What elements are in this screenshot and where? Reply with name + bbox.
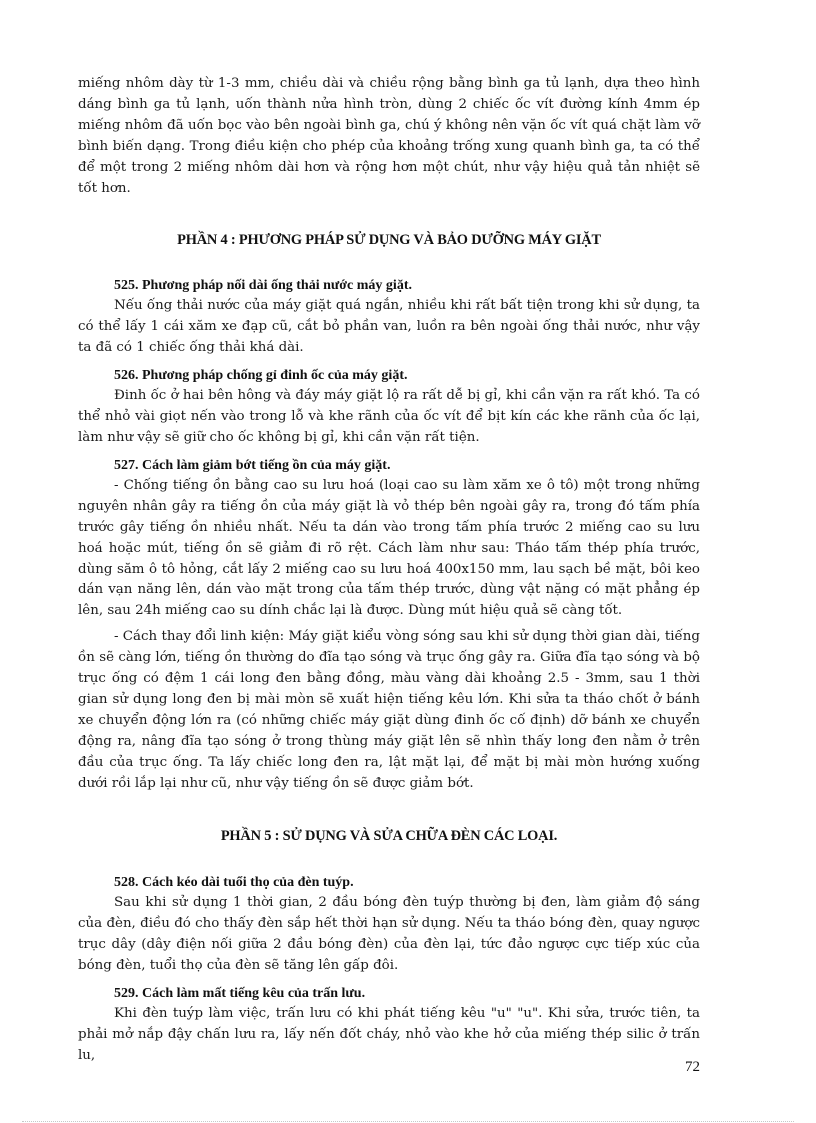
section-526-text: Đinh ốc ở hai bên hông và đáy máy giặt lộ ra rất dễ bị gỉ, khi cần vặn ra rất khó. Ta có thể nhỏ vài giọt nến vào trong lỗ và khe rãnh của ốc vít để bịt kín các khe rãnh của ốc lại, làm như vậy sẽ giữ cho ốc không bị gỉ, khi cần vặn rất tiện. [78,388,700,445]
section-529-text: Khi đèn tuýp làm việc, trấn lưu có khi phát tiếng kêu "u" "u". Khi sửa, trước tiên, ta phải mở nắp đậy chấn lưu ra, lấy nến đốt cháy, nhỏ vào khe hở của miếng thép silic ở trấn lu, [78,1006,700,1063]
section-528-heading: 528. Cách kéo dài tuổi thọ của đèn tuýp. [114,875,354,891]
section-527-heading: 527. Cách làm giảm bớt tiếng ồn của máy giặt. [114,457,391,473]
page-content [78,74,700,1067]
section-529-heading: 529. Cách làm mất tiếng kêu của trấn lưu. [114,986,366,1002]
part5-title: PHẦN 5 : SỬ DỤNG VÀ SỬA CHỮA ĐÈN CÁC LOẠI. [220,828,558,845]
section-525-heading: 525. Phương pháp nối dài ống thải nước máy giặt. [114,278,412,294]
section-527-text-2: - Cách thay đổi linh kiện: Máy giặt kiểu vòng sóng sau khi sử dụng thời gian dài, tiếng ồn sẽ càng lớn, tiếng ồn thường do đĩa tạo sóng và trục ống gây ra. Giữa đĩa tạo sóng và bộ trục ống có đệm 1 cái long đen bằng đồng, màu vàng dài khoảng 2.5 - 3mm, sau 1 thời gian sử dụng long đen bị mài mòn sẽ xuất hiện tiếng kêu lớn. Khi sửa ta tháo chốt ở bánh xe chuyển động lớn ra (có những chiếc máy giặt dùng đinh ốc cố định) dỡ bánh xe chuyển động ra, nâng đĩa tạo sóng ở trong thùng máy giặt lên sẽ nhìn thấy long đen nằm ở trên đầu của trục ống. Ta lấy chiếc long đen ra, lật mặt lại, để mặt bị mài mòn hướng xuống dưới rồi lắp lại như cũ, như vậy tiếng ồn sẽ được giảm bớt. [78,629,700,791]
page-number: 72 [685,1059,700,1075]
section-525-text: Nếu ống thải nước của máy giặt quá ngắn, nhiều khi rất bất tiện trong khi sử dụng, ta có thể lấy 1 cái xăm xe đạp cũ, cắt bỏ phần van, luồn ra bên ngoài ống thải nước, như vậy ta đã có 1 chiếc ống thải khá dài. [78,298,700,356]
part4-title: PHẦN 4 : PHƯƠNG PHÁP SỬ DỤNG VÀ BẢO DƯỠNG MÁY GIẶT [177,232,601,249]
page-bottom-divider [22,1121,794,1122]
section-528-text: Sau khi sử dụng 1 thời gian, 2 đầu bóng đèn tuýp thường bị đen, làm giảm độ sáng của đèn, điều đó cho thấy đèn sắp hết thời hạn sử dụng. Nếu ta tháo bóng đèn, quay ngược trục dây (dây điện nối giữa 2 đầu bóng đèn) của đèn lại, tức đảo ngược cực tiếp xúc của bóng đèn, tuổi thọ của đèn sẽ tăng lên gấp đôi. [78,895,700,974]
section-526-heading: 526. Phương pháp chống gỉ đinh ốc của máy giặt. [114,368,408,384]
intro-paragraph: miếng nhôm dày từ 1-3 mm, chiều dài và chiều rộng bằng bình ga tủ lạnh, dựa theo hình dáng bình ga tủ lạnh, uốn thành nửa hình tròn, dùng 2 chiếc ốc vít đường kính 4mm ép miếng nhôm đã uốn bọc vào bên ngoài bình ga, chú ý không nên vặn ốc vít quá chặt làm vỡ bình biến dạng. Trong điều kiện cho phép của khoảng trống xung quanh bình ga, ta có thể để một trong 2 miếng nhôm dài hơn và rộng hơn một chút, như vậy hiệu quả tản nhiệt sẽ tốt hơn. [78,76,700,196]
section-527-text-1: - Chống tiếng ồn bằng cao su lưu hoá (loại cao su làm xăm xe ô tô) một trong những nguyên nhân gây ra tiếng ồn của máy giặt là vỏ thép bên ngoài gây ra, trong đó tấm phía trước gây tiếng ồn nhiều nhất. Nếu ta dán vào trong tấm phía trước 2 miếng cao su lưu hoá hoặc mút, tiếng ồn sẽ giảm đi rõ rệt. Cách làm như sau: Tháo tấm thép phía trước, dùng săm ô tô hỏng, cắt lấy 2 miếng cao su lưu hoá 400x150 mm, lau sạch bề mặt, bôi keo dán vạn năng lên, dán vào mặt trong của tấm thép trước, dùng vật nặng có mặt phẳng ép lên, sau 24h miếng cao su dính chắc lại là được. Dùng mút hiệu quả sẽ càng tốt. [78,477,700,619]
